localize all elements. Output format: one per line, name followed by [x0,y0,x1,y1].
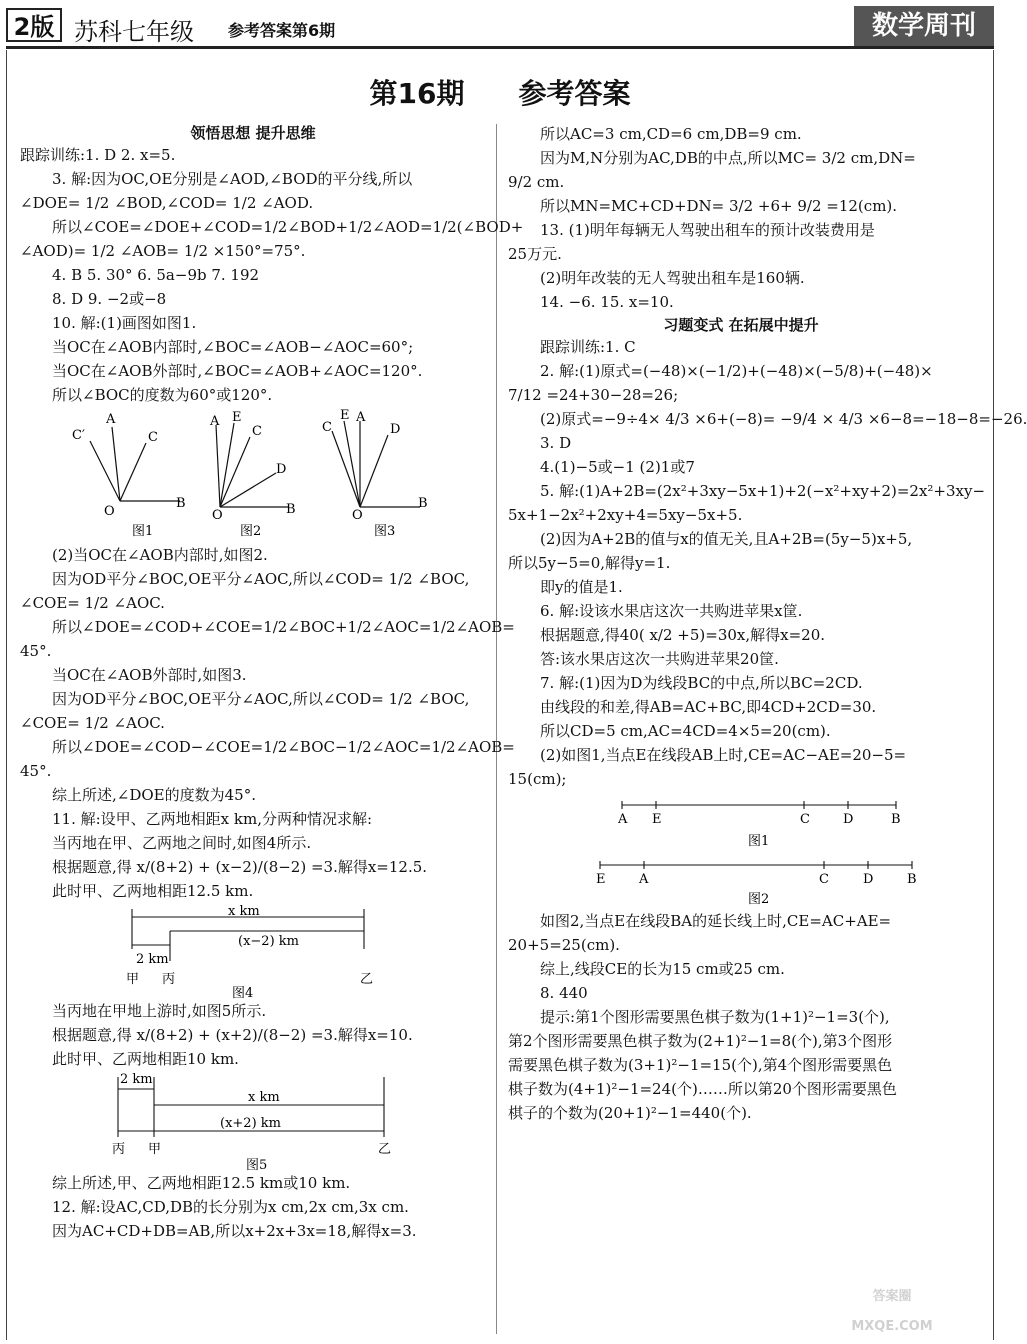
distance-label: (x+2) km [220,1116,281,1131]
text-line: 当丙地在甲、乙两地之间时,如图4所示. [52,834,312,852]
text-line: 综上所述,甲、乙两地相距12.5 km或10 km. [52,1174,351,1192]
watermark-logo [792,1266,992,1336]
text-line: 需要黑色棋子数为(3+1)²−1=15(个),第4个图形需要黑色 [508,1056,893,1074]
text-line: 2. 解:(1)原式=(−48)×(−1/2)+(−48)×(−5/8)+(−48)× [540,362,933,380]
point-label: A [618,812,628,827]
place-label: 甲 [148,1142,162,1157]
text-line: (2)原式=−9÷4× 4/3 ×6+(−8)= −9/4 × 4/3 ×6−8=−18−8=−26. [540,410,1027,428]
text-line: 综上所述,∠DOE的度数为45°. [52,786,256,804]
text-line: 13. (1)明年每辆无人驾驶出租车的预计改装费用是 [540,221,875,239]
place-label: 甲 [126,972,140,987]
point-label: D [843,812,854,827]
text-line: 答:该水果店这次一共购进苹果20筐. [540,650,779,668]
text-line: ∠COE= 1/2 ∠AOC. [20,714,165,732]
text-line: 跟踪训练:1. D 2. x=5. [20,146,176,164]
text-line: 因为M,N分别为AC,DB的中点,所以MC= 3/2 cm,DN= [540,149,916,167]
point-label: E [340,408,350,423]
text-line: 8. 440 [540,984,588,1002]
point-label: A [356,410,366,425]
text-line: (2)因为A+2B的值与x的值无关,且A+2B=(5y−5)x+5, [540,530,913,548]
text-line: 20+5=25(cm). [508,936,620,954]
text-line: 25万元. [508,245,562,263]
text-line: 所以MN=MC+CD+DN= 3/2 +6+ 9/2 =12(cm). [540,197,898,215]
watermark-text: 答案圈 [872,1289,912,1304]
text-line: 根据题意,得 x/(8+2) + (x+2)/(8−2) =3.解得x=10. [52,1026,413,1044]
river-figure-4-svg [20,903,486,999]
title-issue: 第16期 [369,77,465,110]
text-line: 5. 解:(1)A+2B=(2x²+3xy−5x+1)+2(−x²+xy+2)=2x²+3xy− [540,482,986,500]
text-line: 9/2 cm. [508,173,565,191]
figure-caption: 图2 [240,524,262,539]
angle-figures-svg [20,407,486,543]
text-line: ∠AOD)= 1/2 ∠AOB= 1/2 ×150°=75°. [20,242,306,260]
segment-figures-svg [508,791,974,909]
left-column [20,122,524,1243]
point-label: A [210,414,220,429]
right-column [508,122,1027,1125]
point-label: D [863,872,874,887]
point-label: E [596,872,606,887]
text-line: 12. 解:设AC,CD,DB的长分别为x cm,2x cm,3x cm. [52,1198,409,1216]
text-line: 5x+1−2x²+2xy+4=5xy−5x+5. [508,506,743,524]
text-line: 7/12 =24+30−28=26; [508,386,679,404]
point-label: B [891,812,901,827]
text-line: 11. 解:设甲、乙两地相距x km,分两种情况求解: [52,810,373,828]
text-line: 第2个图形需要黑色棋子数为(2+1)²−1=8(个),第3个图形 [508,1032,893,1050]
text-line: 所以AC=3 cm,CD=6 cm,DB=9 cm. [540,125,802,143]
text-line: 所以5y−5=0,解得y=1. [508,554,671,572]
point-label: D [276,462,287,477]
text-line: 即y的值是1. [540,578,623,596]
text-line: 10. 解:(1)画图如图1. [52,314,197,332]
place-label: 乙 [378,1142,392,1157]
figure-caption: 图4 [232,986,254,1001]
distance-label: x km [248,1090,280,1105]
section-heading: 习题变式 在拓展中提升 [663,316,819,334]
distance-label: (x−2) km [238,934,299,949]
point-label: C [252,424,262,439]
place-label: 丙 [162,972,176,987]
point-label: E [232,410,242,425]
distance-label: 2 km [120,1072,153,1087]
river-figure-5-svg [20,1071,486,1171]
text-line: 所以∠COE=∠DOE+∠COD=1/2∠BOD+1/2∠AOD=1/2(∠BOD+ [52,218,524,236]
edition-badge: 2版 [6,8,62,42]
text-line: 当OC在∠AOB外部时,如图3. [52,666,247,684]
point-label: C [322,420,332,435]
text-line: 4. B 5. 30° 6. 5a−9b 7. 192 [52,266,260,284]
point-label: D [390,422,401,437]
text-line: 根据题意,得 x/(8+2) + (x−2)/(8−2) =3.解得x=12.5. [52,858,428,876]
text-line: 此时甲、乙两地相距10 km. [52,1050,239,1068]
text-line: (2)明年改装的无人驾驶出租车是160辆. [540,269,805,287]
text-line: 棋子数为(4+1)²−1=24(个)……所以第20个图形需要黑色 [508,1080,897,1098]
text-line: 此时甲、乙两地相距12.5 km. [52,882,254,900]
text-line: 根据题意,得40( x/2 +5)=30x,解得x=20. [540,626,826,644]
point-label: O [212,508,223,523]
figure-caption: 图3 [374,524,396,539]
river-figure-5 [20,1071,486,1171]
point-label: C [148,430,158,445]
text-line: 由线段的和差,得AB=AC+BC,即4CD+2CD=30. [540,698,877,716]
point-label: B [907,872,917,887]
text-line: 15(cm); [508,770,567,788]
text-line: 4.(1)−5或−1 (2)1或7 [540,458,695,476]
page-header [6,6,994,49]
text-line: 因为AC+CD+DB=AB,所以x+2x+3x=18,解得x=3. [52,1222,417,1240]
text-line: 当OC在∠AOB外部时,∠BOC=∠AOB+∠AOC=120°. [52,362,423,380]
angle-figures [20,407,486,543]
section-heading: 领悟思想 提升思维 [190,124,316,142]
place-label: 乙 [360,972,374,987]
text-line: 6. 解:设该水果店这次一共购进苹果x筐. [540,602,803,620]
text-line: ∠COE= 1/2 ∠AOC. [20,594,165,612]
text-line: ∠DOE= 1/2 ∠BOD,∠COD= 1/2 ∠AOD. [20,194,314,212]
figure-caption: 图1 [748,834,770,849]
text-line: 跟踪训练:1. C [540,338,636,356]
text-line: (2)如图1,当点E在线段AB上时,CE=AC−AE=20−5= [540,746,907,764]
text-line: 45°. [20,762,52,780]
column-divider [496,124,497,1334]
river-figure-4 [20,903,486,999]
point-label: B [176,496,186,511]
text-line: 所以∠DOE=∠COD−∠COE=1/2∠BOC−1/2∠AOC=1/2∠AOB= [52,738,515,756]
point-label: B [418,496,428,511]
text-line: 所以∠DOE=∠COD+∠COE=1/2∠BOC+1/2∠AOC=1/2∠AOB= [52,618,515,636]
segment-figures [508,791,974,909]
text-line: (2)当OC在∠AOB内部时,如图2. [52,546,268,564]
point-label: A [106,412,116,427]
text-line: 因为OD平分∠BOC,OE平分∠AOC,所以∠COD= 1/2 ∠BOC, [52,570,470,588]
brand-logo: 数学周刊 [854,6,994,46]
figure-caption: 图1 [132,524,154,539]
text-line: 综上,线段CE的长为15 cm或25 cm. [540,960,785,978]
point-label: E [652,812,662,827]
issue-label: 参考答案第6期 [228,21,336,40]
text-line: 当OC在∠AOB内部时,∠BOC=∠AOB−∠AOC=60°; [52,338,414,356]
text-line: 3. 解:因为OC,OE分别是∠AOD,∠BOD的平分线,所以 [52,170,413,188]
text-line: 棋子的个数为(20+1)²−1=440(个). [508,1104,752,1122]
point-label: C′ [72,428,85,443]
point-label: B [286,502,296,517]
point-label: O [104,504,115,519]
text-line: 因为OD平分∠BOC,OE平分∠AOC,所以∠COD= 1/2 ∠BOC, [52,690,470,708]
figure-caption: 图2 [748,892,770,907]
distance-label: 2 km [136,952,169,967]
text-line: 如图2,当点E在线段BA的延长线上时,CE=AC+AE= [540,912,892,930]
text-line: 3. D [540,434,572,452]
point-label: A [639,872,649,887]
text-line: 45°. [20,642,52,660]
grade-title: 苏科七年级 [74,18,194,46]
point-label: C [819,872,829,887]
figure-caption: 图5 [246,1158,268,1173]
page-title [0,72,1000,112]
text-line: 所以∠BOC的度数为60°或120°. [52,386,273,404]
distance-label: x km [228,904,260,919]
text-line: 当丙地在甲地上游时,如图5所示. [52,1002,267,1020]
point-label: C [800,812,810,827]
text-line: 提示:第1个图形需要黑色棋子数为(1+1)²−1=3(个), [540,1008,890,1026]
place-label: 丙 [112,1142,126,1157]
point-label: O [352,508,363,523]
text-line: 7. 解:(1)因为D为线段BC的中点,所以BC=2CD. [540,674,863,692]
text-line: 所以CD=5 cm,AC=4CD=4×5=20(cm). [540,722,831,740]
watermark-url: MXQE.COM [851,1319,933,1334]
text-line: 8. D 9. −2或−8 [52,290,167,308]
text-line: 14. −6. 15. x=10. [540,293,674,311]
title-answers: 参考答案 [518,77,631,110]
